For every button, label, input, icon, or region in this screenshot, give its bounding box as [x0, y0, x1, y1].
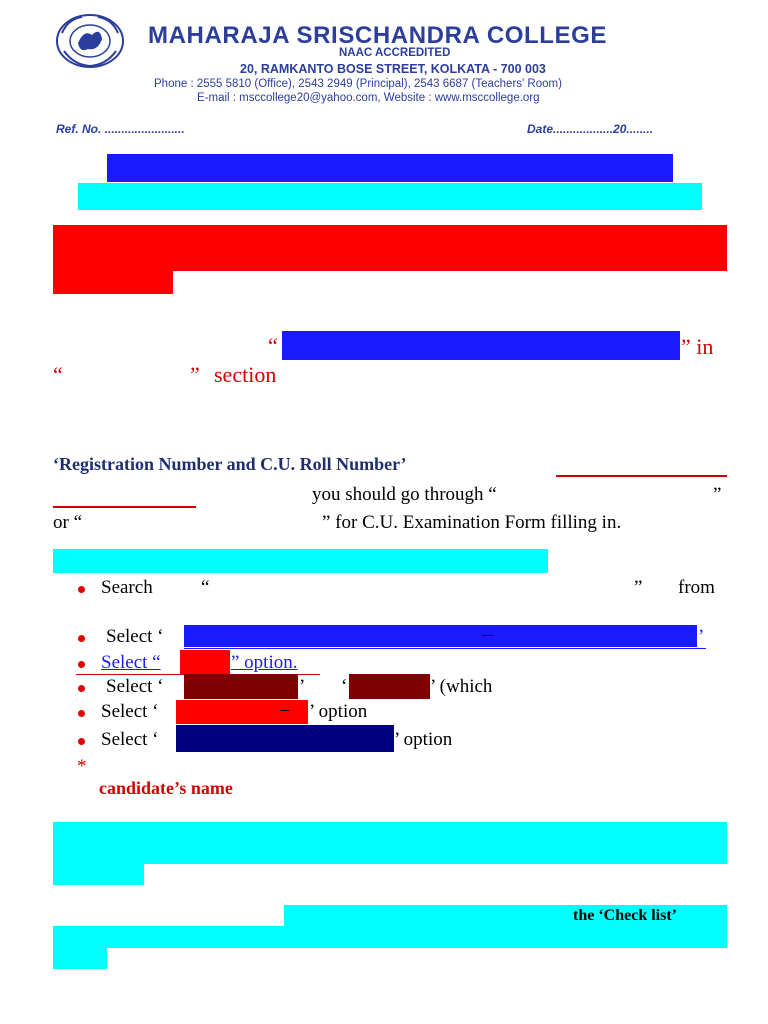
- accreditation: NAAC ACCREDITED: [339, 47, 451, 59]
- redaction-block: [184, 674, 298, 699]
- step-close: ’: [698, 626, 705, 647]
- college-logo: [54, 13, 126, 69]
- bullet: [78, 738, 85, 745]
- step-select-link[interactable]: Select “: [101, 652, 161, 673]
- redaction-block: [53, 225, 727, 271]
- step-search: Search: [101, 577, 153, 598]
- section-close-quote: ”: [190, 362, 200, 387]
- bullet: [78, 635, 85, 642]
- redaction-block: [53, 947, 107, 969]
- bullet: [78, 685, 85, 692]
- open-quote: “: [268, 333, 278, 358]
- section-word: section: [214, 362, 277, 387]
- check-list-text: the ‘Check list’: [573, 907, 677, 924]
- step-which: ’ (which: [430, 676, 493, 697]
- step-select-prefix: Select ‘: [101, 729, 159, 750]
- redaction-block: [53, 926, 727, 948]
- redaction-block: [282, 331, 680, 360]
- redaction-block: [53, 822, 727, 864]
- bullet: [78, 586, 85, 593]
- redaction-block: [53, 549, 548, 573]
- step-dash: –: [483, 624, 493, 645]
- college-name: MAHARAJA SRISCHANDRA COLLEGE: [148, 22, 608, 49]
- step-option: ’ option: [309, 701, 368, 722]
- underline-blank: [556, 475, 727, 477]
- redaction-block: [53, 270, 173, 294]
- redaction-block: [53, 863, 144, 885]
- redaction-block: [176, 725, 394, 752]
- step-option: ’ option: [394, 729, 453, 750]
- redaction-block: [180, 650, 230, 674]
- bullet: [78, 661, 85, 668]
- candidate-name-note: candidate’s name: [99, 778, 233, 798]
- step-select-option-link[interactable]: ” option.: [231, 652, 298, 673]
- ref-no: Ref. No. ........................: [56, 122, 185, 136]
- date-field: Date..................20........: [527, 122, 654, 136]
- college-phone: Phone : 2555 5810 (Office), 2543 2949 (Principal), 2543 6687 (Teachers' Room): [154, 78, 562, 90]
- college-address: 20, RAMKANTO BOSE STREET, KOLKATA - 700 003: [240, 62, 546, 76]
- step-select-prefix: Select ‘: [101, 701, 159, 722]
- redaction-block: [184, 625, 697, 647]
- step-select-prefix: Select ‘: [106, 676, 164, 697]
- close-quote-in: ” in: [681, 334, 714, 359]
- step-search-close: ”: [634, 577, 643, 598]
- section-open-quote: “: [53, 362, 63, 387]
- go-through-text: you should go through “: [312, 484, 497, 505]
- step-search-open: “: [201, 577, 210, 598]
- step-search-from: from: [678, 577, 715, 598]
- registration-heading: ‘Registration Number and C.U. Roll Number’: [53, 454, 407, 474]
- redaction-block: [107, 154, 673, 182]
- asterisk: *: [77, 756, 87, 777]
- bullet: [78, 710, 85, 717]
- underline-blank: [53, 506, 196, 508]
- redaction-block: [349, 674, 430, 699]
- step-dash: –: [280, 699, 290, 720]
- or-open-quote: or “: [53, 512, 83, 533]
- step-mid-open: ‘: [341, 676, 348, 697]
- college-email-website: E-mail : msccollege20@yahoo.com, Website : www.msccollege.org: [197, 92, 540, 104]
- link-underline: [184, 648, 706, 649]
- form-filling-text: ” for C.U. Examination Form filling in.: [322, 512, 622, 533]
- go-through-close: ”: [713, 484, 722, 505]
- step-select-prefix: Select ‘: [106, 626, 164, 647]
- step-mid-close: ’: [299, 676, 306, 697]
- redaction-block: [78, 183, 702, 210]
